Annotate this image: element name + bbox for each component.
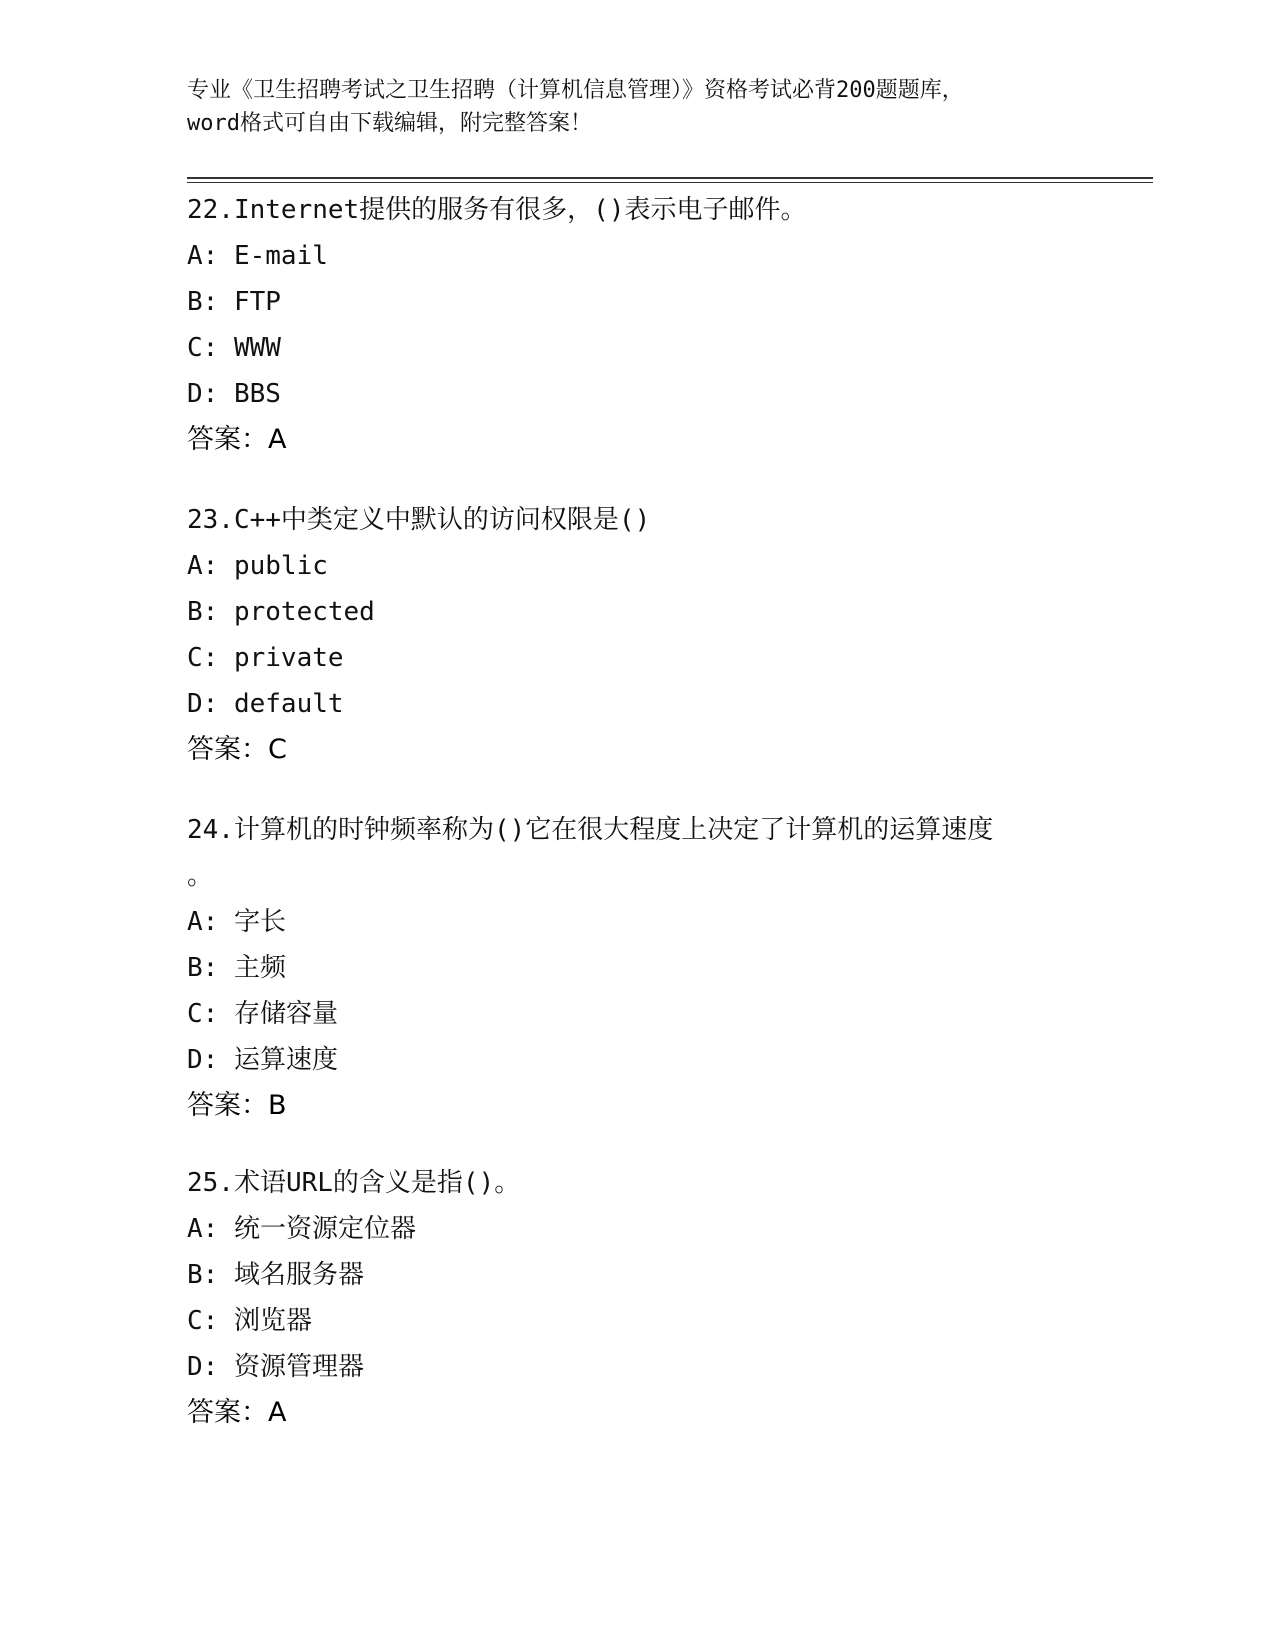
document-header xyxy=(187,74,1087,140)
option-a: A: 字长 xyxy=(187,907,286,937)
answer-label: 答案：C xyxy=(187,734,287,765)
question-23 xyxy=(187,497,1087,773)
option-a: A: public xyxy=(187,551,328,581)
question-stem: 25.术语URL的含义是指()。 xyxy=(187,1168,521,1198)
header-rule-thick xyxy=(187,177,1153,179)
option-b: B: 主频 xyxy=(187,953,286,983)
question-stem: 24.计算机的时钟频率称为()它在很大程度上决定了计算机的运算速度 xyxy=(187,815,994,845)
header-line-1: 专业《卫生招聘考试之卫生招聘（计算机信息管理）》资格考试必背200题题库， xyxy=(187,78,964,103)
option-d: D: BBS xyxy=(187,379,281,409)
question-stem-continuation: 。 xyxy=(187,861,214,891)
option-c: C: WWW xyxy=(187,333,281,363)
answer-label: 答案：A xyxy=(187,424,287,455)
option-d: D: default xyxy=(187,689,344,719)
option-d: D: 运算速度 xyxy=(187,1045,338,1075)
question-stem: 22.Internet提供的服务有很多，()表示电子邮件。 xyxy=(187,195,807,225)
option-a: A: 统一资源定位器 xyxy=(187,1214,416,1244)
option-a: A: E-mail xyxy=(187,241,328,271)
option-d: D: 资源管理器 xyxy=(187,1352,364,1382)
option-c: C: 浏览器 xyxy=(187,1306,312,1336)
question-22 xyxy=(187,187,1087,463)
question-stem: 23.C++中类定义中默认的访问权限是() xyxy=(187,505,651,535)
option-c: C: 存储容量 xyxy=(187,999,338,1029)
question-25 xyxy=(187,1160,1087,1436)
option-b: B: 域名服务器 xyxy=(187,1260,364,1290)
header-rule-thin xyxy=(187,182,1153,183)
option-b: B: protected xyxy=(187,597,375,627)
option-c: C: private xyxy=(187,643,344,673)
question-24 xyxy=(187,807,1087,1129)
option-b: B: FTP xyxy=(187,287,281,317)
answer-label: 答案：B xyxy=(187,1090,287,1121)
header-line-2: word格式可自由下载编辑，附完整答案！ xyxy=(187,111,592,136)
answer-label: 答案：A xyxy=(187,1397,287,1428)
